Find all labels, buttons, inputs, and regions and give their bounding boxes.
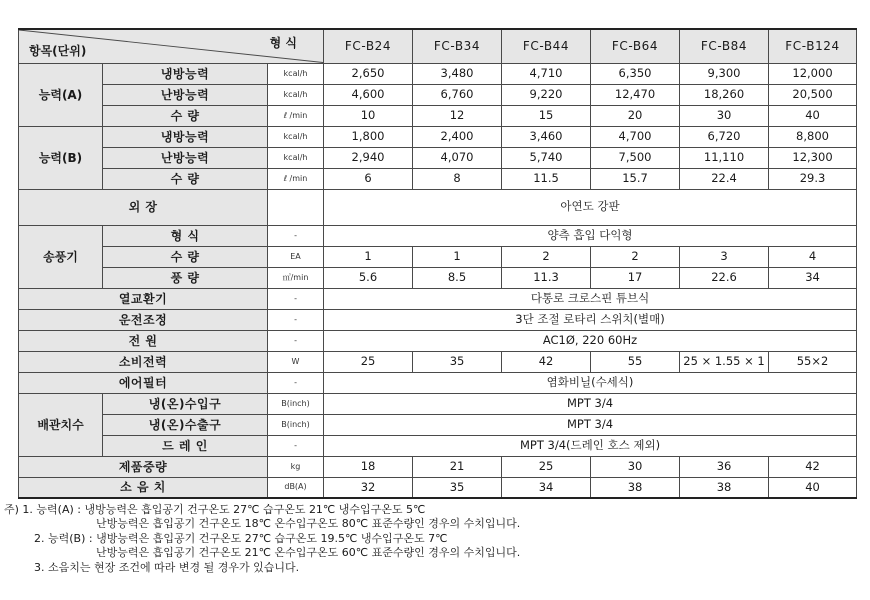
value-cell: 2,940 (324, 147, 413, 168)
value-cell: 38 (591, 477, 680, 498)
table-row (19, 477, 857, 498)
value-cell: 30 (591, 456, 680, 477)
value-cell: 15.7 (591, 168, 680, 189)
spec-table (18, 28, 857, 499)
value-cell: 4,070 (413, 147, 502, 168)
table-row (19, 435, 857, 456)
value-span-cell: AC1Ø, 220 60Hz (324, 330, 857, 351)
unit-cell: B(inch) (268, 393, 324, 414)
row-label: 냉(온)수출구 (103, 414, 268, 435)
header-diagonal-cell (19, 29, 324, 63)
value-cell: 32 (324, 477, 413, 498)
value-cell: 30 (680, 105, 769, 126)
value-cell: 2,400 (413, 126, 502, 147)
row-label-heat-exchanger: 열교환기 (19, 288, 268, 309)
row-label-consumption: 소비전력 (19, 351, 268, 372)
row-label: 난방능력 (103, 84, 268, 105)
value-cell: 35 (413, 351, 502, 372)
table-row (19, 309, 857, 330)
value-cell: 34 (502, 477, 591, 498)
value-cell: 15 (502, 105, 591, 126)
category-fan: 송풍기 (19, 225, 103, 288)
value-cell: 4,600 (324, 84, 413, 105)
value-cell: 25 (324, 351, 413, 372)
row-label-noise: 소 음 치 (19, 477, 268, 498)
value-span-cell: MPT 3/4 (324, 414, 857, 435)
value-cell: 20 (591, 105, 680, 126)
value-span-cell: MPT 3/4(드레인 호스 제외) (324, 435, 857, 456)
value-cell: 1 (413, 246, 502, 267)
value-cell: 9,300 (680, 63, 769, 84)
value-cell: 8 (413, 168, 502, 189)
value-cell: 6 (324, 168, 413, 189)
unit-cell: dB(A) (268, 477, 324, 498)
table-row (19, 414, 857, 435)
table-row (19, 63, 857, 84)
row-label: 냉방능력 (103, 126, 268, 147)
unit-cell: - (268, 435, 324, 456)
value-cell: 34 (769, 267, 857, 288)
value-cell: 8,800 (769, 126, 857, 147)
table-row (19, 393, 857, 414)
value-cell: 5,740 (502, 147, 591, 168)
model-header: FC-B34 (413, 29, 502, 63)
table-row (19, 84, 857, 105)
unit-cell: ℓ /min (268, 105, 324, 126)
value-cell: 42 (769, 456, 857, 477)
footnote-line: 주) 1. 능력(A) : 냉방능력은 흡입공기 건구온도 27℃ 습구온도 21℃ 냉수입구온도 5℃ (4, 503, 426, 516)
model-header: FC-B124 (769, 29, 857, 63)
value-cell: 4 (769, 246, 857, 267)
unit-cell: kcal/h (268, 147, 324, 168)
row-label: 형 식 (103, 225, 268, 246)
footnote-line: 난방능력은 흡입공기 건구온도 21℃ 온수입구온도 60℃ 표준수량인 경우의 수치입니다. (96, 546, 521, 560)
value-cell: 55×2 (769, 351, 857, 372)
table-row (19, 288, 857, 309)
footnotes (4, 503, 520, 575)
value-cell: 22.6 (680, 267, 769, 288)
value-cell: 38 (680, 477, 769, 498)
row-label: 풍 량 (103, 267, 268, 288)
value-cell: 4,700 (591, 126, 680, 147)
value-cell: 40 (769, 105, 857, 126)
value-cell: 3,480 (413, 63, 502, 84)
value-cell: 12 (413, 105, 502, 126)
model-header: FC-B24 (324, 29, 413, 63)
value-cell: 9,220 (502, 84, 591, 105)
header-type-label: 형 식 (269, 36, 298, 50)
value-span-cell: 다통로 크로스핀 튜브식 (324, 288, 857, 309)
value-cell: 2,650 (324, 63, 413, 84)
value-cell: 12,000 (769, 63, 857, 84)
footnote-line: 3. 소음치는 현장 조건에 따라 변경 될 경우가 있습니다. (34, 560, 300, 574)
value-span-cell: MPT 3/4 (324, 393, 857, 414)
unit-cell (268, 189, 324, 225)
value-cell: 18,260 (680, 84, 769, 105)
value-cell: 11.3 (502, 267, 591, 288)
row-label-power: 전 원 (19, 330, 268, 351)
value-cell: 11.5 (502, 168, 591, 189)
row-label: 난방능력 (103, 147, 268, 168)
value-cell: 10 (324, 105, 413, 126)
value-cell: 35 (413, 477, 502, 498)
value-cell: 7,500 (591, 147, 680, 168)
table-row (19, 168, 857, 189)
value-cell: 5.6 (324, 267, 413, 288)
table-row (19, 330, 857, 351)
row-label: 수 량 (103, 246, 268, 267)
value-cell: 17 (591, 267, 680, 288)
table-row (19, 126, 857, 147)
row-label-weight: 제품중량 (19, 456, 268, 477)
row-label-control: 운전조정 (19, 309, 268, 330)
unit-cell: kcal/h (268, 63, 324, 84)
value-cell: 25 (502, 456, 591, 477)
unit-cell: - (268, 372, 324, 393)
value-cell: 6,760 (413, 84, 502, 105)
value-cell: 1,800 (324, 126, 413, 147)
unit-cell: kcal/h (268, 84, 324, 105)
table-row (19, 246, 857, 267)
unit-cell: kg (268, 456, 324, 477)
value-span-cell: 염화비닐(수세식) (324, 372, 857, 393)
value-cell: 29.3 (769, 168, 857, 189)
table-row (19, 456, 857, 477)
row-label-filter: 에어필터 (19, 372, 268, 393)
value-cell: 6,720 (680, 126, 769, 147)
table-row (19, 147, 857, 168)
header-row (19, 29, 857, 63)
value-cell: 6,350 (591, 63, 680, 84)
row-label: 수 량 (103, 168, 268, 189)
model-header: FC-B84 (680, 29, 769, 63)
row-label: 냉(온)수입구 (103, 393, 268, 414)
footnote-line: 2. 능력(B) : 냉방능력은 흡입공기 건구온도 27℃ 습구온도 19.5℃ 냉수입구온도 7℃ (34, 531, 448, 545)
value-cell: 12,300 (769, 147, 857, 168)
row-label: 냉방능력 (103, 63, 268, 84)
value-cell: 40 (769, 477, 857, 498)
category-capacity-b: 능력(B) (19, 126, 103, 189)
value-cell: 8.5 (413, 267, 502, 288)
unit-cell: EA (268, 246, 324, 267)
value-cell: 2 (502, 246, 591, 267)
value-cell: 25 × 1.55 × 1 (680, 351, 769, 372)
value-cell: 42 (502, 351, 591, 372)
value-cell: 4,710 (502, 63, 591, 84)
value-cell: 11,110 (680, 147, 769, 168)
row-label: 드 레 인 (103, 435, 268, 456)
unit-cell: - (268, 225, 324, 246)
value-span-cell: 3단 조절 로타리 스위치(별매) (324, 309, 857, 330)
unit-cell: - (268, 288, 324, 309)
category-piping: 배관치수 (19, 393, 103, 456)
unit-cell: - (268, 309, 324, 330)
table-row (19, 372, 857, 393)
unit-cell: ℓ /min (268, 168, 324, 189)
value-cell: 3 (680, 246, 769, 267)
value-cell: 2 (591, 246, 680, 267)
value-cell: 20,500 (769, 84, 857, 105)
category-capacity-a: 능력(A) (19, 63, 103, 126)
unit-cell: - (268, 330, 324, 351)
unit-cell: B(inch) (268, 414, 324, 435)
value-span-cell: 양측 흡입 다익형 (324, 225, 857, 246)
value-span-cell: 아연도 강판 (324, 189, 857, 225)
value-cell: 18 (324, 456, 413, 477)
value-cell: 36 (680, 456, 769, 477)
value-cell: 21 (413, 456, 502, 477)
table-row (19, 351, 857, 372)
value-cell: 12,470 (591, 84, 680, 105)
value-cell: 3,460 (502, 126, 591, 147)
unit-cell: kcal/h (268, 126, 324, 147)
header-item-label: 항목(단위) (29, 43, 87, 58)
footnote-line: 난방능력은 흡입공기 건구온도 18℃ 온수입구온도 80℃ 표준수량인 경우의 수치입니다. (96, 517, 521, 531)
model-header: FC-B44 (502, 29, 591, 63)
row-label-casing: 외 장 (19, 189, 268, 225)
model-header: FC-B64 (591, 29, 680, 63)
row-label: 수 량 (103, 105, 268, 126)
table-row (19, 225, 857, 246)
unit-cell: ㎥/min (268, 267, 324, 288)
table-row (19, 105, 857, 126)
table-row (19, 189, 857, 225)
table-row (19, 267, 857, 288)
value-cell: 55 (591, 351, 680, 372)
unit-cell: W (268, 351, 324, 372)
value-cell: 22.4 (680, 168, 769, 189)
value-cell: 1 (324, 246, 413, 267)
